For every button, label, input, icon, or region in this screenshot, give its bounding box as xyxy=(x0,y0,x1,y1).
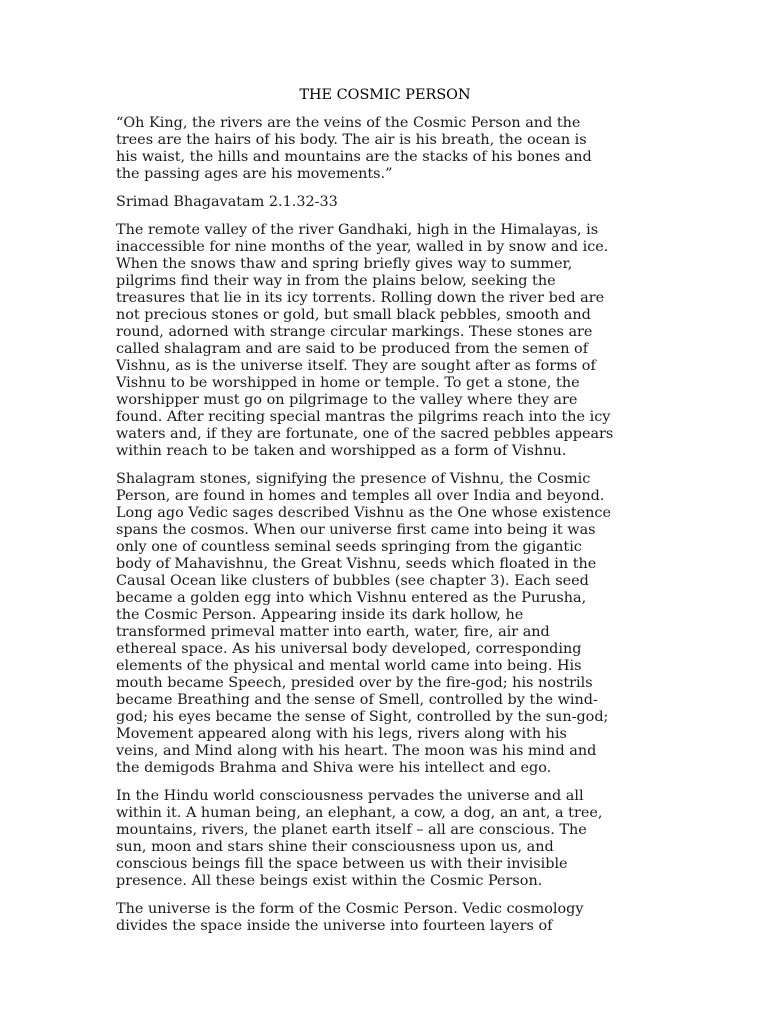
text-line: worshipper must go on pilgrimage to the valley where they are xyxy=(116,392,578,408)
text-line: veins, and Mind along with his heart. The moon was his mind and xyxy=(116,743,597,759)
epigraph-quote xyxy=(116,115,654,183)
text-line: only one of countless seminal seeds springing from the gigantic xyxy=(116,539,582,555)
text-line: god; his eyes became the sense of Sight, controlled by the sun-god; xyxy=(116,709,609,725)
text-line: “Oh King, the rivers are the veins of the Cosmic Person and the xyxy=(116,115,581,131)
body-paragraph xyxy=(116,471,654,777)
text-line: presence. All these beings exist within the Cosmic Person. xyxy=(116,873,543,889)
text-line: round, adorned with strange circular markings. These stones are xyxy=(116,324,593,340)
text-line: conscious beings fill the space between us with their invisible xyxy=(116,856,568,872)
text-line: within it. A human being, an elephant, a cow, a dog, an ant, a tree, xyxy=(116,805,603,821)
text-line: mountains, rivers, the planet earth itself – all are conscious. The xyxy=(116,822,587,838)
text-line: divides the space inside the universe into fourteen layers of xyxy=(116,918,553,934)
text-line: within reach to be taken and worshipped as a form of Vishnu. xyxy=(116,443,567,459)
text-line: not precious stones or gold, but small black pebbles, smooth and xyxy=(116,307,591,323)
text-line: treasures that lie in its icy torrents. Rolling down the river bed are xyxy=(116,290,605,306)
text-line: body of Mahavishnu, the Great Vishnu, seeds which floated in the xyxy=(116,556,597,572)
text-line: inaccessible for nine months of the year, walled in by snow and ice. xyxy=(116,239,609,255)
text-line: transformed primeval matter into earth, water, fire, air and xyxy=(116,624,550,640)
text-line: became a golden egg into which Vishnu entered as the Purusha, xyxy=(116,590,587,606)
document-body xyxy=(116,115,654,935)
text-line: the Cosmic Person. Appearing inside its dark hollow, he xyxy=(116,607,524,623)
text-line: the passing ages are his movements.” xyxy=(116,166,393,182)
text-line: When the snows thaw and spring briefly gives way to summer, xyxy=(116,256,573,272)
text-line: Vishnu, as is the universe itself. They are sought after as forms of xyxy=(116,358,596,374)
text-line: Shalagram stones, signifying the presence of Vishnu, the Cosmic xyxy=(116,471,591,487)
epigraph-citation xyxy=(116,194,654,211)
text-line: trees are the hairs of his body. The air is his breath, the ocean is xyxy=(116,132,587,148)
text-line: sun, moon and stars shine their consciousness upon us, and xyxy=(116,839,554,855)
text-line: ethereal space. As his universal body developed, corresponding xyxy=(116,641,582,657)
text-line: The remote valley of the river Gandhaki, high in the Himalayas, is xyxy=(116,222,599,238)
document-title: THE COSMIC PERSON xyxy=(299,87,471,103)
text-line: Person, are found in homes and temples all over India and beyond. xyxy=(116,488,605,504)
text-line: called shalagram and are said to be produced from the semen of xyxy=(116,341,589,357)
text-line: found. After reciting special mantras the pilgrims reach into the icy xyxy=(116,409,611,425)
text-line: Vishnu to be worshipped in home or temple. To get a stone, the xyxy=(116,375,580,391)
document-page xyxy=(116,87,654,946)
text-line: waters and, if they are fortunate, one of the sacred pebbles appears xyxy=(116,426,614,442)
text-line: Srimad Bhagavatam 2.1.32-33 xyxy=(116,194,338,210)
text-line: mouth became Speech, presided over by the fire-god; his nostrils xyxy=(116,675,593,691)
text-line: Movement appeared along with his legs, rivers along with his xyxy=(116,726,567,742)
body-paragraph xyxy=(116,222,654,460)
text-line: became Breathing and the sense of Smell, controlled by the wind- xyxy=(116,692,598,708)
body-paragraph xyxy=(116,901,654,935)
text-line: Long ago Vedic sages described Vishnu as the One whose existence xyxy=(116,505,611,521)
text-line: his waist, the hills and mountains are the stacks of his bones and xyxy=(116,149,592,165)
text-line: spans the cosmos. When our universe first came into being it was xyxy=(116,522,596,538)
text-line: pilgrims find their way in from the plains below, seeking the xyxy=(116,273,556,289)
text-line: elements of the physical and mental world came into being. His xyxy=(116,658,582,674)
text-line: the demigods Brahma and Shiva were his intellect and ego. xyxy=(116,760,552,776)
text-line: Causal Ocean like clusters of bubbles (see chapter 3). Each seed xyxy=(116,573,589,589)
body-paragraph xyxy=(116,788,654,890)
text-line: In the Hindu world consciousness pervades the universe and all xyxy=(116,788,584,804)
text-line: The universe is the form of the Cosmic Person. Vedic cosmology xyxy=(116,901,584,917)
